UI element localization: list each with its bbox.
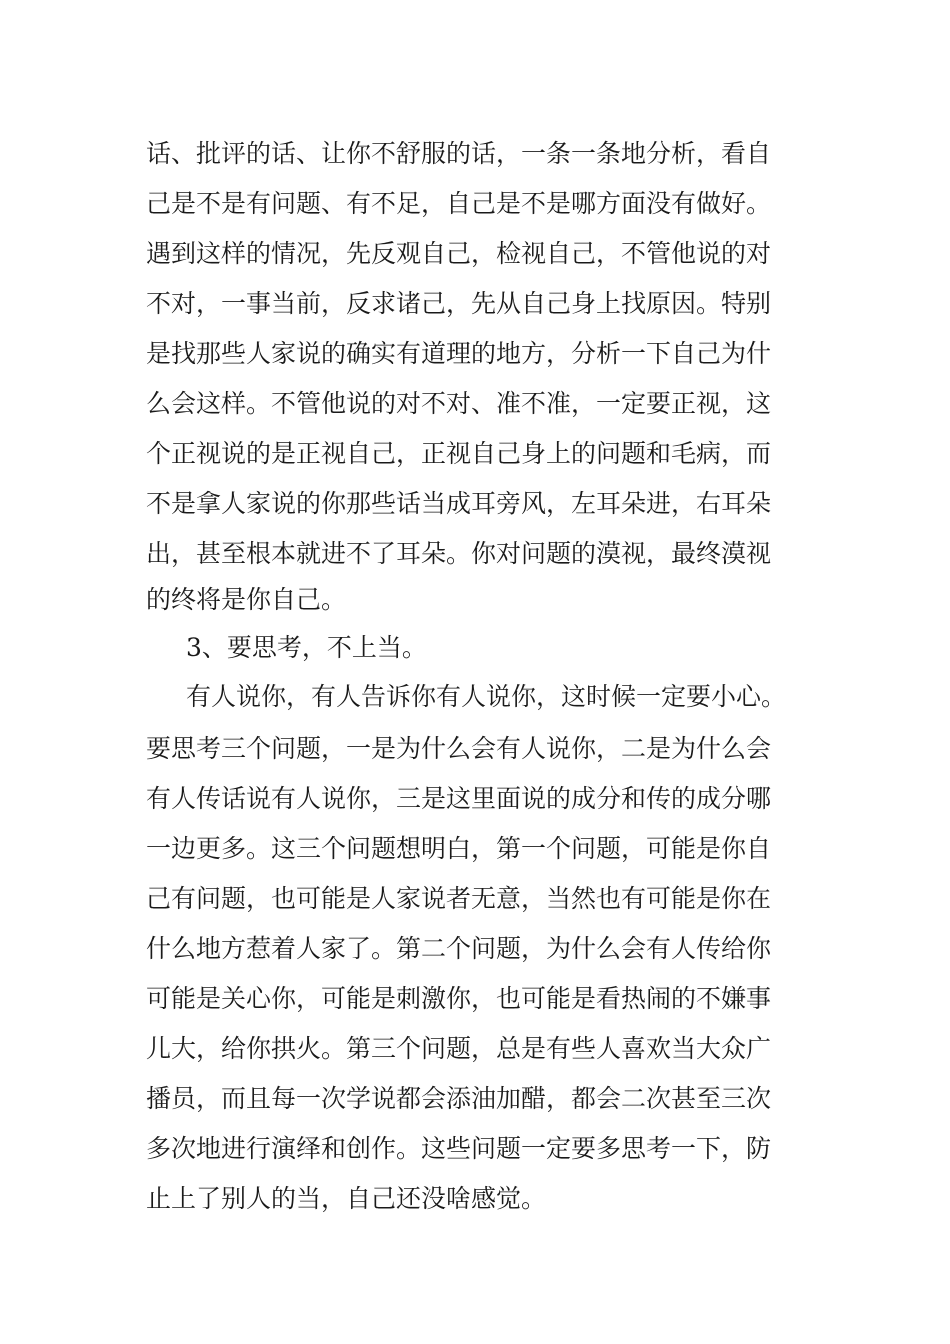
text-line: 不是拿人家说的你那些话当成耳旁风，左耳朵进，右耳朵 (146, 489, 772, 518)
text-line: 要思考三个问题，一是为什么会有人说你，二是为什么会 (146, 734, 772, 763)
text-line: 止上了别人的当，自己还没啥感觉。 (146, 1184, 547, 1213)
text-line: 可能是关心你，可能是刺激你，也可能是看热闹的不嫌事 (146, 984, 772, 1013)
text-line: 遇到这样的情况，先反观自己，检视自己，不管他说的对 (146, 239, 772, 268)
text-line: 什么地方惹着人家了。第二个问题，为什么会有人传给你 (146, 934, 772, 963)
text-line: 个正视说的是正视自己，正视自己身上的问题和毛病，而 (146, 439, 772, 468)
text-line: 话、批评的话、让你不舒服的话，一条一条地分析，看自 (146, 139, 772, 168)
text-line: 多次地进行演绎和创作。这些问题一定要多思考一下，防 (146, 1134, 772, 1163)
section-heading: 3、要思考，不上当。 (186, 633, 427, 662)
text-line: 出，甚至根本就进不了耳朵。你对问题的漠视，最终漠视 (146, 539, 772, 568)
text-line: 有人传话说有人说你，三是这里面说的成分和传的成分哪 (146, 784, 772, 813)
text-line: 己有问题，也可能是人家说者无意，当然也有可能是你在 (146, 884, 772, 913)
text-line: 己是不是有问题、有不足，自己是不是哪方面没有做好。 (146, 189, 772, 218)
text-line: 播员，而且每一次学说都会添油加醋，都会二次甚至三次 (146, 1084, 772, 1113)
text-line: 儿大，给你拱火。第三个问题，总是有些人喜欢当大众广 (146, 1034, 772, 1063)
paragraph-first-line: 有人说你，有人告诉你有人说你，这时候一定要小心。 (186, 682, 787, 711)
text-line: 么会这样。不管他说的对不对、准不准，一定要正视，这 (146, 389, 772, 418)
text-line: 是找那些人家说的确实有道理的地方，分析一下自己为什 (146, 339, 772, 368)
text-line: 不对，一事当前，反求诸己，先从自己身上找原因。特别 (146, 289, 772, 318)
text-line: 的终将是你自己。 (146, 585, 347, 614)
text-line: 一边更多。这三个问题想明白，第一个问题，可能是你自 (146, 834, 772, 863)
